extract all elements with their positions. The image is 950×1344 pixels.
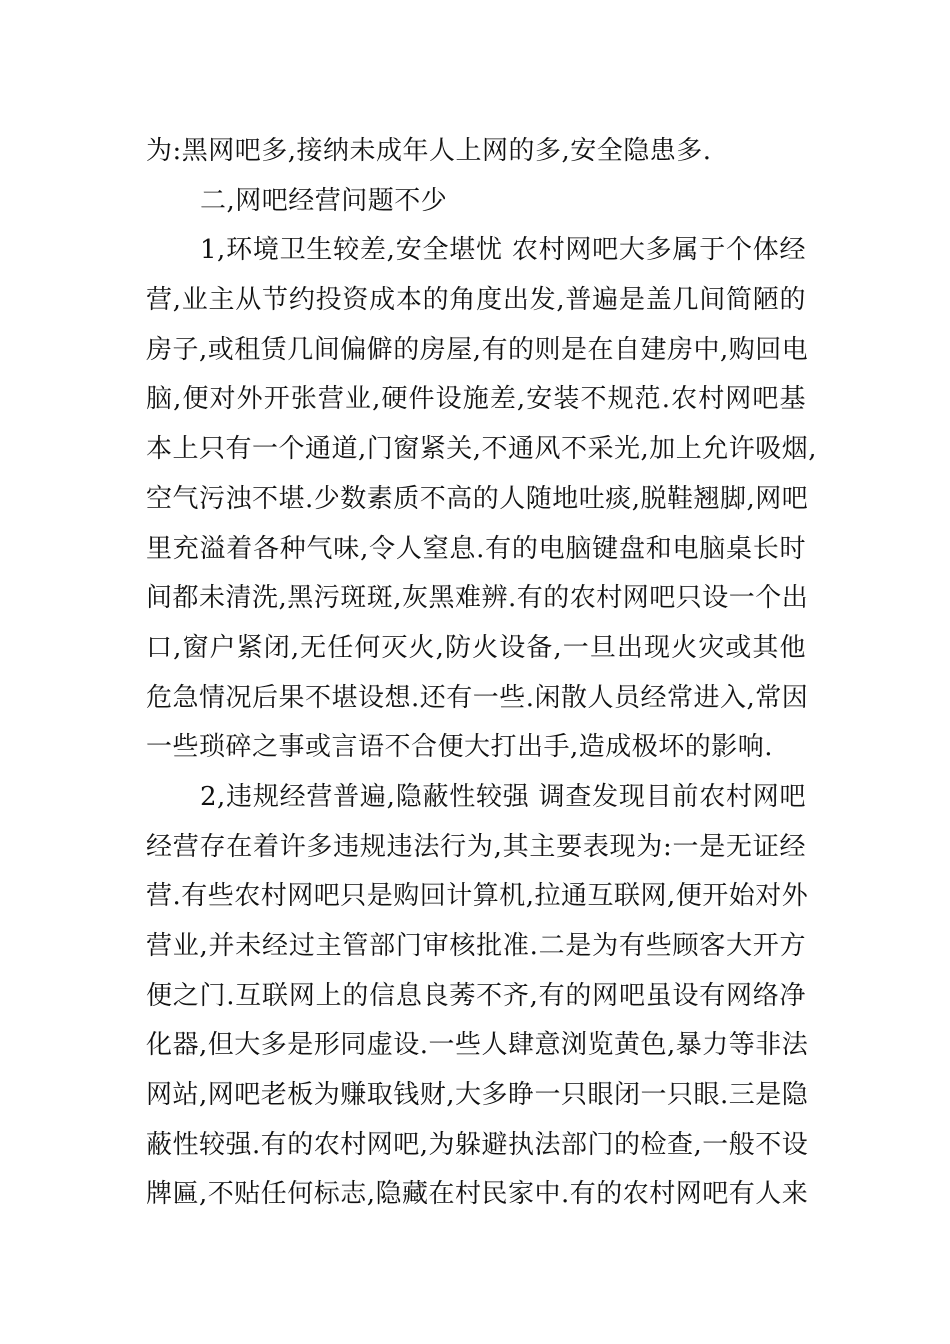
paragraph-line: 危急情况后果不堪设想.还有一些.闲散人员经常进入,常因 <box>146 682 809 713</box>
paragraph-line: 化器,但大多是形同虚设.一些人肆意浏览黄色,暴力等非法 <box>146 1030 809 1061</box>
paragraph-line: 经营存在着许多违规违法行为,其主要表现为:一是无证经 <box>146 831 806 862</box>
paragraph-line: 网站,网吧老板为赚取钱财,大多睁一只眼闭一只眼.三是隐 <box>146 1080 809 1111</box>
paragraph-line: 一些琐碎之事或言语不合便大打出手,造成极坏的影响. <box>146 732 774 763</box>
paragraph-line: 房子,或租赁几间偏僻的房屋,有的则是在自建房中,购回电 <box>146 334 809 365</box>
paragraph-line: 口,窗户紧闭,无任何灭火,防火设备,一旦出现火灾或其他 <box>146 632 806 663</box>
paragraph-line: 1,环境卫生较差,安全堪忧 农村网吧大多属于个体经 <box>200 235 806 266</box>
document-body <box>146 133 818 1226</box>
paragraph-line: 营.有些农村网吧只是购回计算机,拉通互联网,便开始对外 <box>146 881 809 912</box>
paragraph-line: 间都未清洗,黑污斑斑,灰黑难辨.有的农村网吧只设一个出 <box>146 583 809 614</box>
text-line: 为:黑网吧多,接纳未成年人上网的多,安全隐患多. <box>146 136 712 166</box>
section-heading: 二,网吧经营问题不少 <box>200 185 448 216</box>
paragraph-line: 本上只有一个通道,门窗紧关,不通风不采光,加上允许吸烟, <box>146 434 818 465</box>
paragraph-line: 便之门.互联网上的信息良莠不齐,有的网吧虽设有网络净 <box>146 980 806 1011</box>
paragraph-line: 营业,并未经过主管部门审核批准.二是为有些顾客大开方 <box>146 931 806 961</box>
paragraph-line: 脑,便对外开张营业,硬件设施差,安装不规范.农村网吧基 <box>146 384 806 415</box>
paragraph-line: 牌匾,不贴任何标志,隐藏在村民家中.有的农村网吧有人来 <box>146 1179 809 1210</box>
paragraph-line: 2,违规经营普遍,隐蔽性较强 调查发现目前农村网吧 <box>200 781 806 812</box>
paragraph-line: 营,业主从节约投资成本的角度出发,普遍是盖几间简陋的 <box>146 285 806 316</box>
paragraph-line: 空气污浊不堪.少数素质不高的人随地吐痰,脱鞋翘脚,网吧 <box>146 483 809 514</box>
paragraph-line: 里充溢着各种气味,令人窒息.有的电脑键盘和电脑桌长时 <box>146 533 806 564</box>
paragraph-line: 蔽性较强.有的农村网吧,为躲避执法部门的检查,一般不设 <box>146 1129 809 1160</box>
